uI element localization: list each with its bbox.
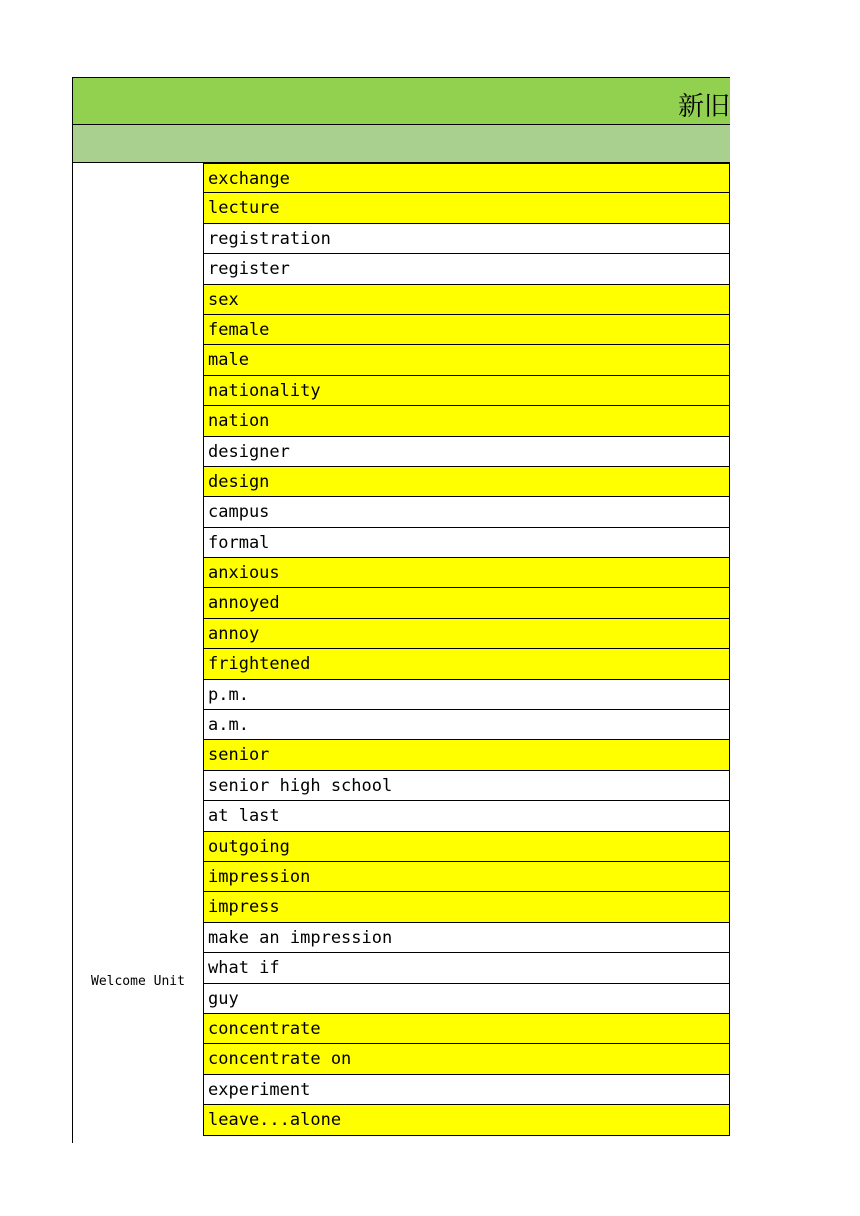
word-cell[interactable]: annoyed <box>203 588 730 618</box>
word-cell[interactable]: leave...alone <box>203 1105 730 1135</box>
word-cell[interactable]: campus <box>203 497 730 527</box>
word-cell[interactable]: impression <box>203 862 730 892</box>
word-cell[interactable]: impress <box>203 892 730 922</box>
word-cell[interactable]: concentrate on <box>203 1044 730 1074</box>
word-cell[interactable]: what if <box>203 953 730 983</box>
word-cell[interactable]: sex <box>203 285 730 315</box>
sheet-body <box>72 163 730 1135</box>
word-cell[interactable]: at last <box>203 801 730 831</box>
word-cell[interactable]: male <box>203 345 730 375</box>
word-cell[interactable]: a.m. <box>203 710 730 740</box>
sheet-title: 新旧 <box>677 92 730 122</box>
spreadsheet <box>72 77 730 1135</box>
word-cell[interactable]: frightened <box>203 649 730 679</box>
unit-label: Welcome Unit <box>91 974 185 989</box>
subheader-row[interactable] <box>72 125 730 163</box>
word-cell[interactable]: guy <box>203 984 730 1014</box>
word-cell[interactable]: register <box>203 254 730 284</box>
word-cell[interactable]: p.m. <box>203 680 730 710</box>
vocabulary-list <box>203 163 730 1136</box>
word-cell[interactable]: female <box>203 315 730 345</box>
unit-column-cell[interactable] <box>72 163 203 1143</box>
word-cell[interactable]: lecture <box>203 193 730 223</box>
word-cell[interactable]: registration <box>203 224 730 254</box>
word-cell[interactable]: nation <box>203 406 730 436</box>
word-cell[interactable]: senior high school <box>203 771 730 801</box>
word-cell[interactable]: anxious <box>203 558 730 588</box>
word-cell[interactable]: design <box>203 467 730 497</box>
title-row[interactable] <box>72 77 730 125</box>
word-cell[interactable]: designer <box>203 437 730 467</box>
word-cell[interactable]: exchange <box>203 163 730 193</box>
word-cell[interactable]: outgoing <box>203 832 730 862</box>
word-cell[interactable]: concentrate <box>203 1014 730 1044</box>
word-cell[interactable]: nationality <box>203 376 730 406</box>
word-cell[interactable]: senior <box>203 740 730 770</box>
word-cell[interactable]: make an impression <box>203 923 730 953</box>
word-cell[interactable]: experiment <box>203 1075 730 1105</box>
word-cell[interactable]: annoy <box>203 619 730 649</box>
word-cell[interactable]: formal <box>203 528 730 558</box>
